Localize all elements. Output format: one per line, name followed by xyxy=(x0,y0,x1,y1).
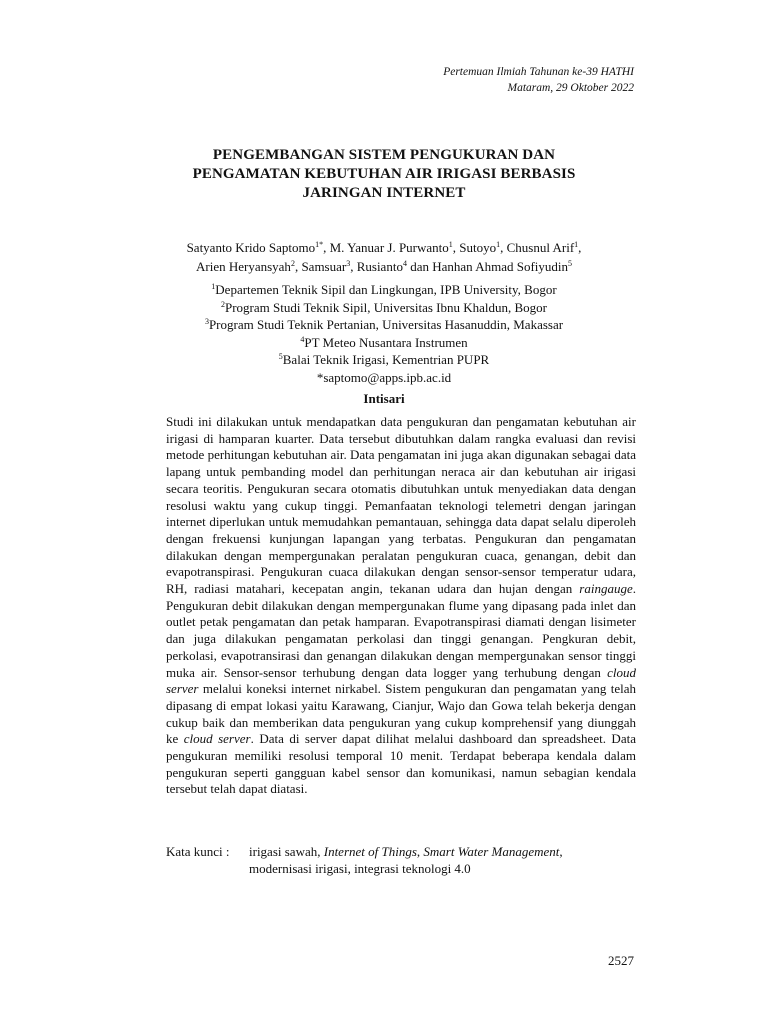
abstract-text-italic: cloud server xyxy=(183,731,251,747)
keyword-text: , xyxy=(416,844,424,859)
keywords-text xyxy=(249,843,636,860)
abstract-text: Studi ini dilakukan untuk mendapatkan data pengukuran dan pengamatan kebutuhan air irigasi di hamparan kuarter. Data tersebut dibutuhkan dalam rangka evaluasi dan revisi metode perhitungan kebutuhan air. Data pengamatan ini juga akan digunakan sebagai data lapang untuk pembanding model dan perhitungan neraca air dan kebutuhan air irigasi secara teoritis. Pengukuran secara otomatis dibutuhkan untuk menyediakan data dengan resolusi waktu yang cukup tinggi. Pemanfaatan teknologi telemetri dengan jaringan internet diperlukan untuk memudahkan pemantauan, sehingga data dapat selalu diperoleh dengan frekuensi kunjungan lapangan yang terbatas. Pengukuran dan pengamatan dilakukan dengan mempergunakan peralatan pengukuran cuaca, genangan, debit dan evapotranspirasi. Pengukuran cuaca dilakukan dengan sensor-sensor temperatur udara, RH, radiasi matahari, kecepatan angin, tekanan udara dan hujan dengan xyxy=(166,414,636,597)
affiliation xyxy=(130,316,638,334)
affiliation-mark: 5 xyxy=(278,352,283,362)
abstract-text-italic: raingauge xyxy=(579,581,633,597)
author-affiliation-mark: 1 xyxy=(496,240,501,249)
keywords xyxy=(166,843,636,877)
author-name: Hanhan Ahmad Sofiyudin xyxy=(432,259,568,274)
running-header xyxy=(443,64,634,96)
author-affiliation-mark: 1 xyxy=(448,240,453,249)
author-name: Sutoyo xyxy=(459,240,497,255)
corresponding-email: *saptomo@apps.ipb.ac.id xyxy=(316,369,452,385)
affiliation xyxy=(130,281,638,299)
author-affiliation-mark: 1* xyxy=(315,240,324,249)
author-affiliation-mark: 1 xyxy=(574,240,579,249)
affiliation xyxy=(130,334,638,352)
abstract-text-italic: cloud server xyxy=(166,664,636,697)
author-name: Arien Heryansyah xyxy=(196,259,291,274)
title-line: JARINGAN INTERNET xyxy=(302,185,466,201)
keywords-continuation: modernisasi irigasi, integrasi teknologi 4.0 xyxy=(249,861,471,876)
keyword-text-italic: Smart Water Management xyxy=(423,844,560,859)
abstract-body xyxy=(166,414,636,798)
keyword-text-italic: Internet of Things xyxy=(323,844,417,859)
author-name: Rusianto xyxy=(356,259,403,274)
affiliation-mark: 3 xyxy=(204,317,209,327)
affiliation-text: Program Studi Teknik Pertanian, Universitas Hasanuddin, Makassar xyxy=(208,317,564,333)
keywords-label: Kata kunci : xyxy=(166,844,230,859)
affiliation-mark: 2 xyxy=(220,299,225,309)
abstract-heading: Intisari xyxy=(363,391,405,406)
author-name: M. Yanuar J. Purwanto xyxy=(329,240,449,255)
affiliation-list xyxy=(130,281,638,387)
author-affiliation-mark: 5 xyxy=(568,259,572,268)
keywords-row xyxy=(166,843,636,860)
author-affiliation-mark: 3 xyxy=(346,259,351,268)
author-name: Chusnul Arif xyxy=(506,240,575,255)
page-number: 2527 xyxy=(608,953,634,968)
affiliation-text: Balai Teknik Irigasi, Kementrian PUPR xyxy=(282,352,490,368)
affiliation-mark: 1 xyxy=(211,282,216,291)
affiliation-text: PT Meteo Nusantara Instrumen xyxy=(304,334,468,350)
author-affiliation-mark: 2 xyxy=(290,259,295,268)
affiliation xyxy=(130,351,638,369)
author-name: Satyanto Krido Saptomo xyxy=(186,240,316,255)
keyword-text: irigasi sawah, xyxy=(249,844,324,859)
title-line: PENGAMATAN KEBUTUHAN AIR IRIGASI BERBASIS xyxy=(192,166,576,182)
author-list xyxy=(130,238,638,276)
header-event: Pertemuan Ilmiah Tahunan ke-39 HATHI xyxy=(443,66,634,78)
abstract-text: . Pengukuran debit dilakukan dengan mempergunakan flume yang dipasang pada inlet dan outlet petak pengamatan dan petak hamparan. Evapotranspirasi diamati dengan lisimeter dan juga dilakukan pengamatan perkolasi dan tinggi genangan. Pengkuran debit, perkolasi, evapotransirasi dan genangan dilakukan dengan mempergunakan sensor tinggi muka air. Sensor-sensor terhubung dengan data logger yang terhubung dengan xyxy=(166,581,636,680)
abstract-text: melalui koneksi internet nirkabel. Sistem pengukuran dan pengamatan yang telah dipasang di empat lokasi yaitu Karawang, Cianjur, Wajo dan Gowa telah bekerja dengan cukup baik dan memberikan data pengukuran yang cukup komprehensif yang diunggah ke xyxy=(166,681,636,747)
affiliation-text: Departemen Teknik Sipil dan Lingkungan, IPB University, Bogor xyxy=(215,282,557,297)
author-affiliation-mark: 4 xyxy=(402,259,407,268)
affiliation-mark: 4 xyxy=(300,334,305,344)
author-name: Samsuar xyxy=(301,259,347,274)
paper-title xyxy=(130,146,638,203)
author-line: Arien Heryansyah$^2$, Samsuar$^3$, Rusianto$^4$ dan Hanhan Ahmad Sofiyudin$^5$ xyxy=(196,259,572,274)
author-conjunction: dan xyxy=(410,259,429,274)
affiliation xyxy=(130,299,638,317)
affiliation-text: Program Studi Teknik Sipil, Universitas Ibnu Khaldun, Bogor xyxy=(224,299,548,315)
abstract-text: . Data di server dapat dilihat melalui dashboard dan spreadsheet. Data pengukuran memiliki resolusi temporal 10 menit. Terdapat beberapa kendala dalam pengukuran seperti gangguan kabel sensor dan komunikasi, namun sebagian kendala tersebut telah dapat diatasi. xyxy=(166,731,636,797)
author-line: Satyanto Krido Saptomo$^{1*}$, M. Yanuar J. Purwanto$^1$, Sutoyo$^1$, Chusnul Arif$^1$, xyxy=(186,240,582,255)
keyword-text: , xyxy=(559,844,563,859)
header-place-date: Mataram, 29 Oktober 2022 xyxy=(507,82,634,94)
title-line: PENGEMBANGAN SISTEM PENGUKURAN DAN xyxy=(212,147,556,163)
